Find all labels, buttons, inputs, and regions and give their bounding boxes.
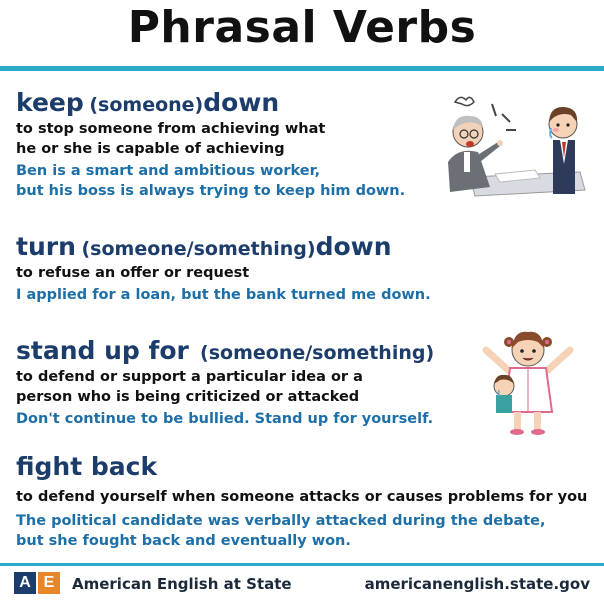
definition-line: to defend yourself when someone attacks or causes problems for you bbox=[16, 489, 588, 505]
definition bbox=[16, 367, 434, 407]
phrasal-verb bbox=[16, 88, 405, 117]
entry-stand-up-for bbox=[16, 336, 434, 429]
verb-object: (someone/something) bbox=[81, 238, 316, 260]
verb-word: turn bbox=[16, 232, 76, 261]
phrasal-verb bbox=[16, 232, 431, 261]
footer-brand: American English at State bbox=[72, 575, 292, 593]
phrasal-verb bbox=[16, 452, 587, 481]
verb-particle: down bbox=[203, 88, 280, 117]
phrasal-verb bbox=[16, 336, 434, 365]
example-line: The political candidate was verbally attacked during the debate, bbox=[16, 513, 546, 529]
logo-a-icon: A bbox=[14, 572, 36, 594]
page-title: Phrasal Verbs bbox=[127, 2, 477, 53]
definition-line: he or she is capable of achieving bbox=[16, 141, 285, 157]
verb-object: (someone) bbox=[89, 94, 204, 116]
example bbox=[16, 511, 587, 551]
verb-word: keep bbox=[16, 88, 84, 117]
verb-particle: down bbox=[315, 232, 392, 261]
definition-line: to refuse an offer or request bbox=[16, 265, 250, 281]
example-line: I applied for a loan, but the bank turned me down. bbox=[16, 287, 431, 303]
example bbox=[16, 409, 434, 429]
verb-word: fight back bbox=[16, 452, 158, 481]
example bbox=[16, 161, 405, 201]
verb-object: (someone/something) bbox=[200, 342, 435, 364]
definition-line: to stop someone from achieving what bbox=[16, 121, 326, 137]
child-protecting-illustration bbox=[478, 320, 578, 440]
top-divider bbox=[0, 66, 604, 71]
footer-url[interactable]: americanenglish.state.gov bbox=[364, 575, 590, 593]
example bbox=[16, 285, 431, 305]
example-line: Ben is a smart and ambitious worker, bbox=[16, 163, 321, 179]
verb-word: stand up for bbox=[16, 336, 189, 365]
example-line: but she fought back and eventually won. bbox=[16, 533, 351, 549]
logo-e-icon: E bbox=[38, 572, 60, 594]
entry-keep-down bbox=[16, 88, 405, 201]
example-line: Don't continue to be bullied. Stand up for yourself. bbox=[16, 411, 434, 427]
entry-fight-back bbox=[16, 452, 587, 551]
definition bbox=[16, 119, 405, 159]
example-line: but his boss is always trying to keep him down. bbox=[16, 183, 406, 199]
definition-line: person who is being criticized or attacked bbox=[16, 389, 360, 405]
definition bbox=[16, 263, 431, 283]
entry-turn-down bbox=[16, 232, 431, 305]
definition bbox=[16, 487, 587, 507]
bottom-divider bbox=[0, 563, 604, 566]
definition-line: to defend or support a particular idea or a bbox=[16, 369, 363, 385]
boss-scolding-illustration bbox=[440, 92, 590, 202]
